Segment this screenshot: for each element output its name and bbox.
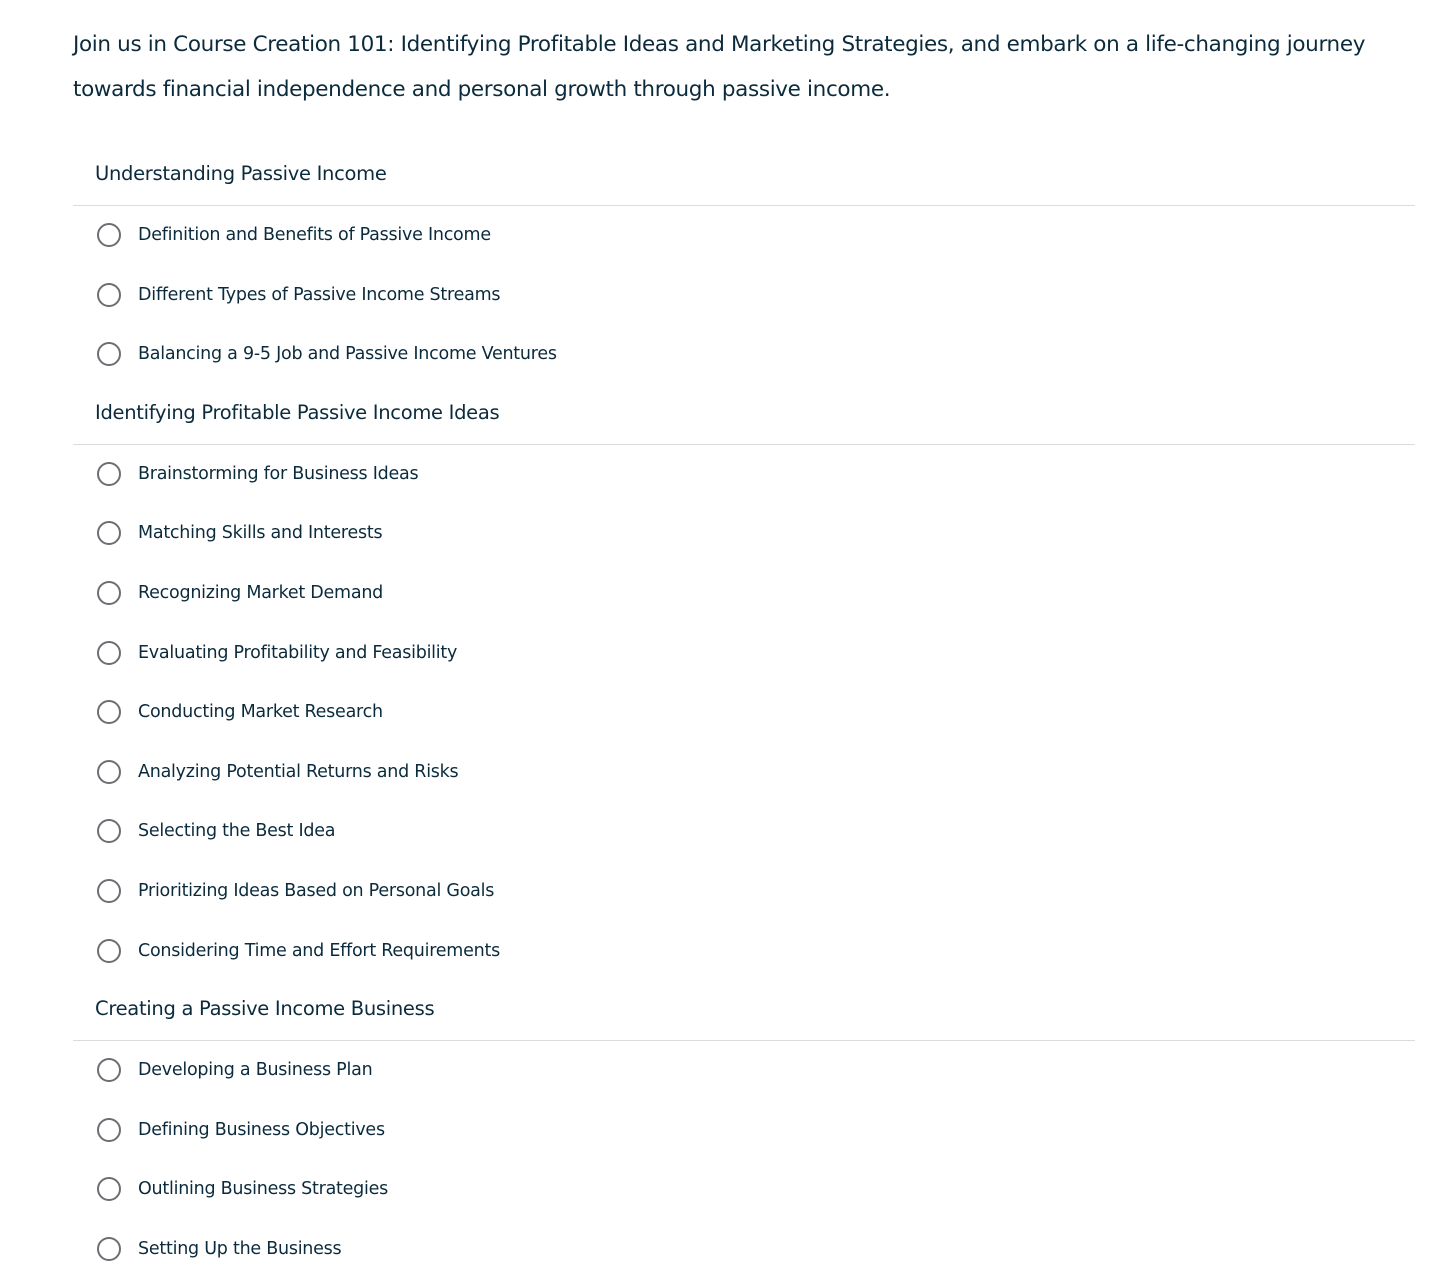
curriculum-section xyxy=(73,385,1415,981)
section-header xyxy=(73,981,1415,1041)
lesson-title[interactable]: Outlining Business Strategies xyxy=(138,1179,389,1200)
lesson-item[interactable] xyxy=(73,802,1415,862)
circle-outline-icon[interactable] xyxy=(97,521,121,545)
section-title: Creating a Passive Income Business xyxy=(95,997,435,1021)
lesson-item[interactable] xyxy=(73,862,1415,922)
circle-outline-icon[interactable] xyxy=(97,641,121,665)
circle-outline-icon[interactable] xyxy=(97,462,121,486)
lesson-list xyxy=(73,206,1415,385)
circle-outline-icon[interactable] xyxy=(97,581,121,605)
section-header xyxy=(73,146,1415,206)
lesson-title[interactable]: Developing a Business Plan xyxy=(138,1060,373,1081)
lesson-item[interactable] xyxy=(73,445,1415,505)
circle-outline-icon[interactable] xyxy=(97,342,121,366)
lesson-title[interactable]: Prioritizing Ideas Based on Personal Goals xyxy=(138,880,495,901)
course-description: Join us in Course Creation 101: Identifying Profitable Ideas and Marketing Strategies, and embark on a life-changing journey towards financial independence and personal growth through passive income. xyxy=(73,31,1366,102)
lesson-title[interactable]: Analyzing Potential Returns and Risks xyxy=(138,761,459,782)
section-header xyxy=(73,385,1415,445)
circle-outline-icon[interactable] xyxy=(97,223,121,247)
curriculum xyxy=(73,146,1415,1280)
lesson-title[interactable]: Setting Up the Business xyxy=(138,1238,342,1259)
lesson-item[interactable] xyxy=(73,683,1415,743)
circle-outline-icon[interactable] xyxy=(97,1177,121,1201)
lesson-title[interactable]: Evaluating Profitability and Feasibility xyxy=(138,642,458,663)
lesson-item[interactable] xyxy=(73,206,1415,266)
lesson-title[interactable]: Balancing a 9-5 Job and Passive Income Ventures xyxy=(138,344,557,365)
circle-outline-icon[interactable] xyxy=(97,760,121,784)
lesson-item[interactable] xyxy=(73,564,1415,624)
section-title: Understanding Passive Income xyxy=(95,162,387,185)
lesson-title[interactable]: Definition and Benefits of Passive Income xyxy=(138,225,491,245)
circle-outline-icon[interactable] xyxy=(97,1237,121,1261)
lesson-item[interactable] xyxy=(73,624,1415,684)
lesson-item[interactable] xyxy=(73,1160,1415,1220)
lesson-list xyxy=(73,1041,1415,1279)
lesson-list xyxy=(73,445,1415,981)
lesson-item[interactable] xyxy=(73,1101,1415,1161)
lesson-title[interactable]: Defining Business Objectives xyxy=(138,1119,385,1140)
lesson-item[interactable] xyxy=(73,504,1415,564)
lesson-item[interactable] xyxy=(73,325,1415,385)
lesson-title[interactable]: Different Types of Passive Income Streams xyxy=(138,284,501,305)
lesson-item[interactable] xyxy=(73,266,1415,326)
lesson-item[interactable] xyxy=(73,743,1415,803)
curriculum-section xyxy=(73,146,1415,385)
section-title: Identifying Profitable Passive Income Ideas xyxy=(95,400,500,424)
lesson-item[interactable] xyxy=(73,1041,1415,1101)
lesson-title[interactable]: Conducting Market Research xyxy=(138,702,383,723)
curriculum-section xyxy=(73,981,1415,1279)
lesson-title[interactable]: Matching Skills and Interests xyxy=(138,523,383,544)
circle-outline-icon[interactable] xyxy=(97,1118,121,1142)
circle-outline-icon[interactable] xyxy=(97,700,121,724)
lesson-title[interactable]: Brainstorming for Business Ideas xyxy=(138,463,419,484)
lesson-title[interactable]: Selecting the Best Idea xyxy=(138,821,336,842)
lesson-title[interactable]: Recognizing Market Demand xyxy=(138,582,384,603)
lesson-item[interactable] xyxy=(73,1220,1415,1280)
circle-outline-icon[interactable] xyxy=(97,939,121,963)
circle-outline-icon[interactable] xyxy=(97,879,121,903)
circle-outline-icon[interactable] xyxy=(97,819,121,843)
lesson-item[interactable] xyxy=(73,922,1415,982)
circle-outline-icon[interactable] xyxy=(97,283,121,307)
circle-outline-icon[interactable] xyxy=(97,1058,121,1082)
lesson-title[interactable]: Considering Time and Effort Requirements xyxy=(138,940,500,961)
